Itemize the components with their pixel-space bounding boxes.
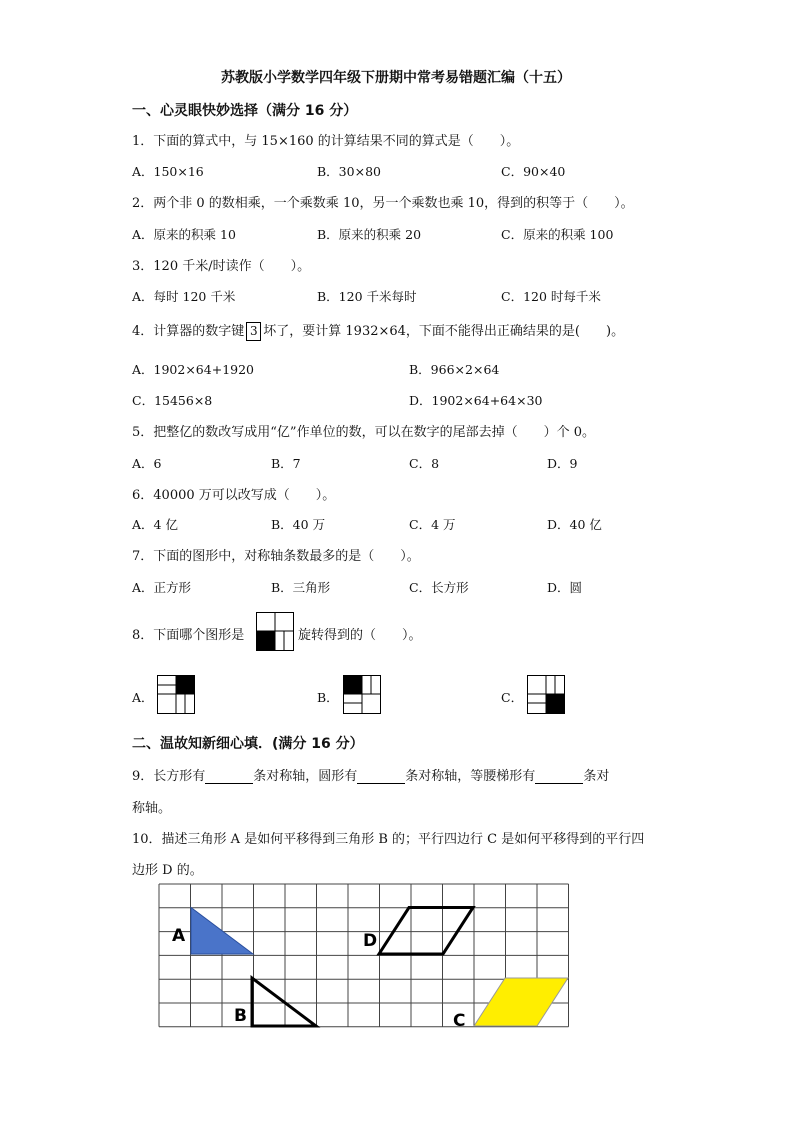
- q6-option-d[interactable]: D．40 亿: [547, 517, 602, 532]
- q9-part-1: 9．长方形有: [132, 769, 206, 784]
- section-2-heading: 二、温故知新细心填．(满分 16 分）: [132, 736, 364, 752]
- label-a: A: [172, 926, 186, 946]
- question-10-line-1: 10．描述三角形 A 是如何平移得到三角形 B 的；平行四边行 C 是如何平移得到的平行四: [132, 832, 645, 847]
- q7-option-b[interactable]: B．三角形: [271, 580, 331, 595]
- q7-option-c[interactable]: C．长方形: [409, 580, 469, 595]
- q9-blank-2[interactable]: [357, 769, 405, 784]
- question-10-line-2: 边形 D 的。: [132, 863, 203, 878]
- q9-blank-1[interactable]: [205, 769, 253, 784]
- q4-text-after: 坏了，要计算 1932×64，下面不能得出正确结果的是( )。: [263, 324, 625, 339]
- q3-option-b[interactable]: B．120 千米每时: [317, 289, 417, 304]
- page-title: 苏教版小学数学四年级下册期中常考易错题汇编（十五）: [221, 70, 571, 86]
- question-1: 1．下面的算式中，与 15×160 的计算结果不同的算式是（ ）。: [132, 134, 520, 149]
- q3-option-c[interactable]: C．120 时每千米: [501, 289, 601, 304]
- q8-option-b[interactable]: B．: [317, 690, 339, 705]
- section-1-heading: 一、心灵眼快妙选择（满分 16 分）: [132, 103, 358, 119]
- question-3: 3．120 千米/时读作（ ）。: [132, 259, 311, 274]
- q1-option-c[interactable]: C．90×40: [501, 164, 566, 179]
- q9-continuation: 称轴。: [132, 801, 172, 816]
- q8-reference-figure: [256, 612, 294, 651]
- q8-text-after: 旋转得到的（ ）。: [298, 628, 422, 643]
- question-2: 2．两个非 0 的数相乘，一个乘数乘 10，另一个乘数也乘 10，得到的积等于（ ）。: [132, 196, 634, 211]
- q2-option-c[interactable]: C．原来的积乘 100: [501, 227, 614, 242]
- q5-option-b[interactable]: B．7: [271, 456, 301, 471]
- q1-option-b[interactable]: B．30×80: [317, 164, 381, 179]
- q4-option-c[interactable]: C．15456×8: [132, 393, 213, 408]
- question-5: 5．把整亿的数改写成用“亿”作单位的数，可以在数字的尾部去掉（ ）个 0。: [132, 425, 595, 440]
- question-6: 6．40000 万可以改写成（ ）。: [132, 488, 336, 503]
- q8-option-b-figure[interactable]: [343, 675, 381, 714]
- translation-grid-figure: [155, 880, 575, 1032]
- q4-option-b[interactable]: B．966×2×64: [409, 362, 500, 377]
- q3-option-a[interactable]: A．每时 120 千米: [132, 289, 236, 304]
- q5-option-a[interactable]: A．6: [132, 456, 162, 471]
- label-d: D: [363, 931, 378, 951]
- question-4: [132, 320, 624, 341]
- q4-option-a[interactable]: A．1902×64+1920: [132, 362, 255, 377]
- q5-option-c[interactable]: C．8: [409, 456, 440, 471]
- q6-option-a[interactable]: A．4 亿: [132, 517, 178, 532]
- q7-option-a[interactable]: A．正方形: [132, 580, 192, 595]
- q6-option-b[interactable]: B．40 万: [271, 517, 326, 532]
- q8-option-a[interactable]: A．: [132, 690, 154, 705]
- q8-option-a-figure[interactable]: [157, 675, 195, 714]
- label-b: B: [234, 1006, 247, 1026]
- parallelogram-c: [474, 978, 568, 1026]
- q7-option-d[interactable]: D．圆: [547, 580, 583, 595]
- q1-option-a[interactable]: A．150×16: [132, 164, 204, 179]
- parallelogram-d: [379, 908, 473, 955]
- q5-option-d[interactable]: D．9: [547, 456, 578, 471]
- label-c: C: [453, 1011, 466, 1031]
- q8-option-c-figure[interactable]: [527, 675, 565, 714]
- q9-blank-3[interactable]: [535, 769, 583, 784]
- question-9: [132, 765, 609, 784]
- q9-part-4: 条对: [583, 769, 610, 784]
- calculator-key-3: 3: [246, 322, 261, 341]
- q9-part-2: 条对称轴，圆形有: [253, 769, 358, 784]
- question-7: 7．下面的图形中，对称轴条数最多的是（ ）。: [132, 549, 420, 564]
- q9-part-3: 条对称轴，等腰梯形有: [405, 769, 536, 784]
- q6-option-c[interactable]: C．4 万: [409, 517, 456, 532]
- q8-text-before: 8．下面哪个图形是: [132, 628, 245, 643]
- q2-option-a[interactable]: A．原来的积乘 10: [132, 227, 236, 242]
- q4-text-before: 4．计算器的数字键: [132, 324, 245, 339]
- q8-option-c[interactable]: C．: [501, 690, 524, 705]
- q2-option-b[interactable]: B．原来的积乘 20: [317, 227, 422, 242]
- q4-option-d[interactable]: D．1902×64+64×30: [409, 393, 543, 408]
- triangle-b: [252, 978, 316, 1026]
